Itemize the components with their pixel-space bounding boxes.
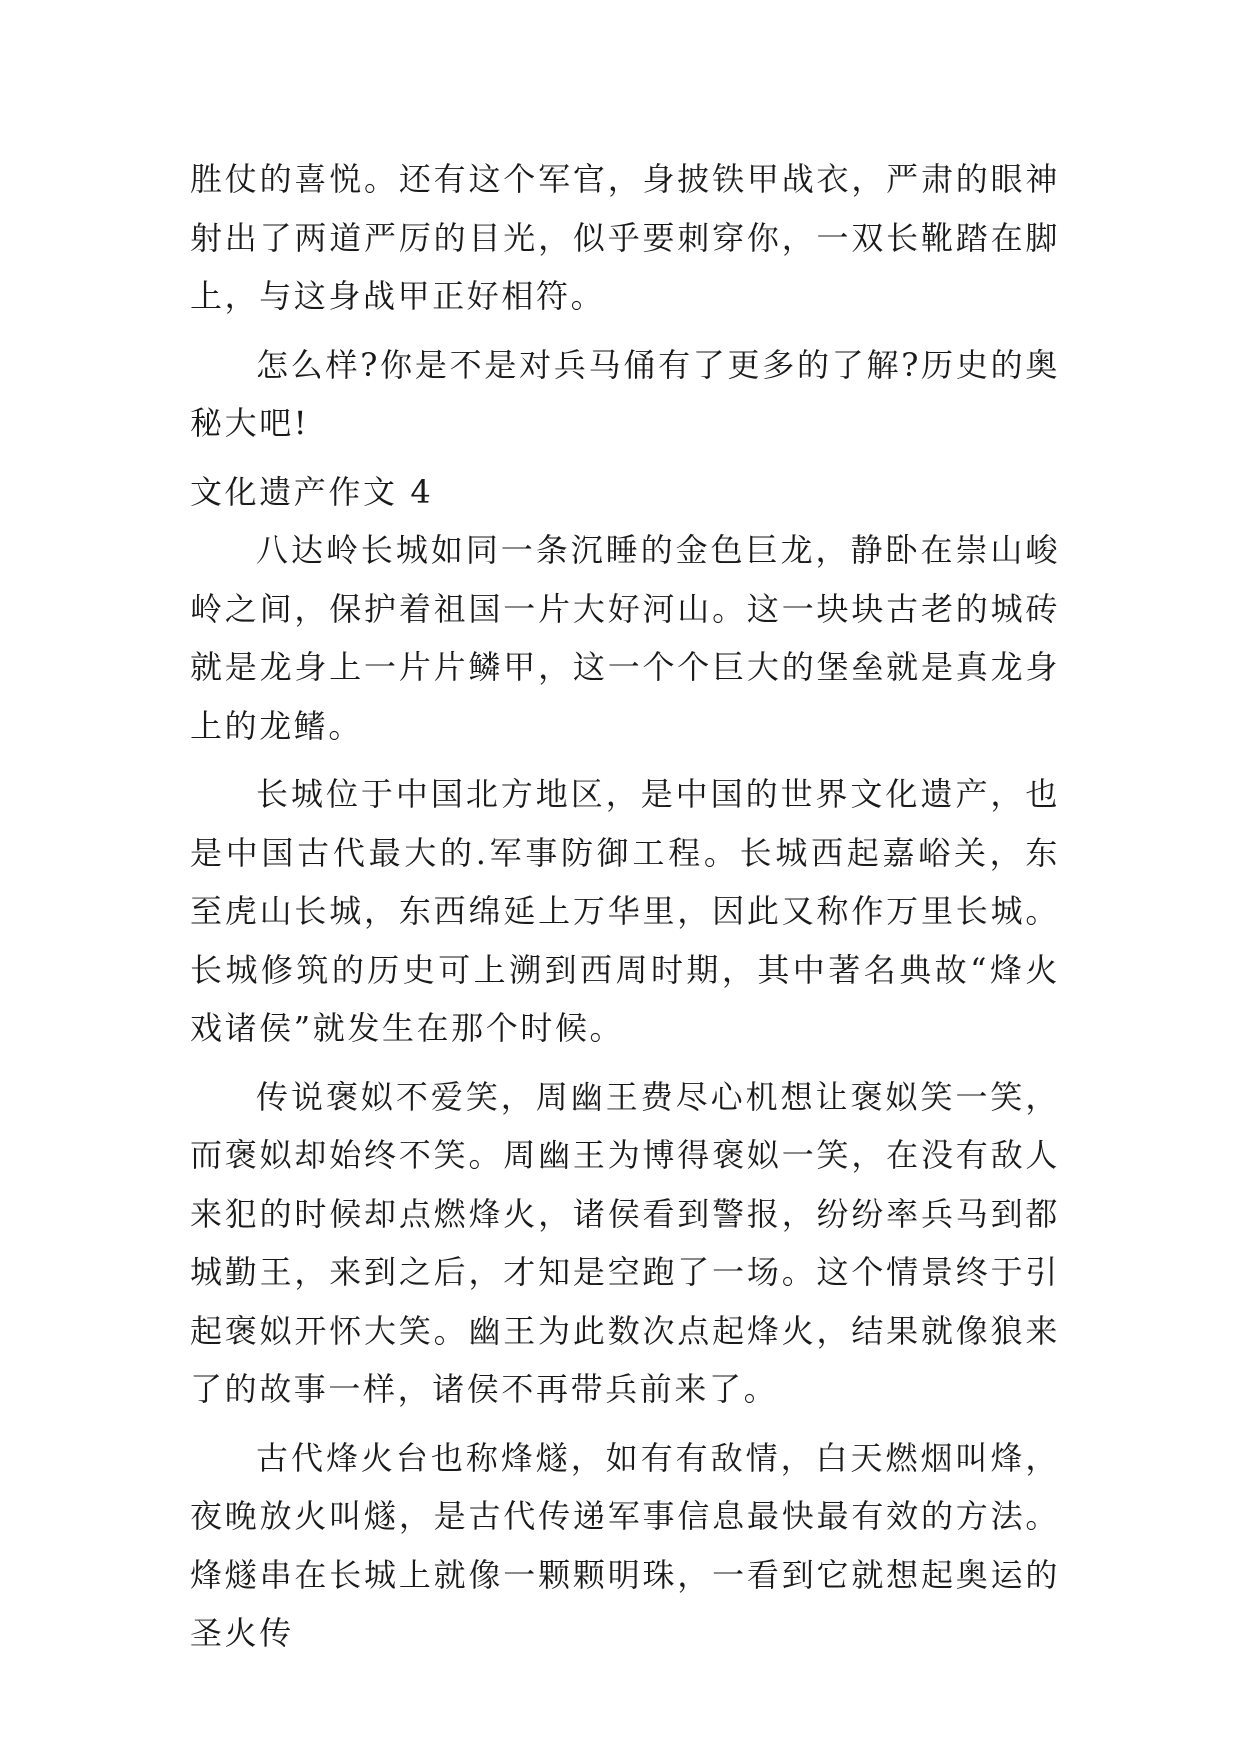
paragraph-badaling: 八达岭长城如同一条沉睡的金色巨龙，静卧在崇山峻岭之间，保护着祖国一片大好河山。这一块块古老的城砖就是龙身上一片片鳞甲，这一个个巨大的堡垒就是真龙身上的龙鳍。 <box>190 531 1060 745</box>
paragraph-legend: 传说褒姒不爱笑，周幽王费尽心机想让褒姒笑一笑，而褒姒却始终不笑。周幽王为博得褒姒一笑，在没有敌人来犯的时候却点燃烽火，诸侯看到警报，纷纷率兵马到都城勤王，来到之后，才知是空跑了一场。这个情景终于引起褒姒开怀大笑。幽王为此数次点起烽火，结果就像狼来了的故事一样，诸侯不再带兵前来了。 <box>190 1077 1060 1408</box>
paragraph-continuation: 胜仗的喜悦。还有这个军官，身披铁甲战衣，严肃的眼神射出了两道严厉的目光，似乎要刺穿你，一双长靴踏在脚上，与这身战甲正好相符。 <box>190 160 1060 315</box>
paragraph-great-wall-history: 长城位于中国北方地区，是中国的世界文化遗产，也是中国古代最大的.军事防御工程。长城西起嘉峪关，东至虎山长城，东西绵延上万华里，因此又称作万里长城。长城修筑的历史可上溯到西周时期，其中著名典故“烽火戏诸侯”就发生在那个时候。 <box>190 775 1060 1047</box>
paragraph-question: 怎么样?你是不是对兵马俑有了更多的了解?历史的奥秘大吧! <box>190 345 1060 442</box>
document-page <box>190 150 1060 1673</box>
paragraph-beacon-tower: 古代烽火台也称烽燧，如有有敌情，白天燃烟叫烽，夜晚放火叫燧，是古代传递军事信息最快最有效的方法。烽燧串在长城上就像一颗颗明珠，一看到它就想起奥运的圣火传 <box>190 1438 1060 1652</box>
section-title: 文化遗产作文 4 <box>190 472 434 511</box>
